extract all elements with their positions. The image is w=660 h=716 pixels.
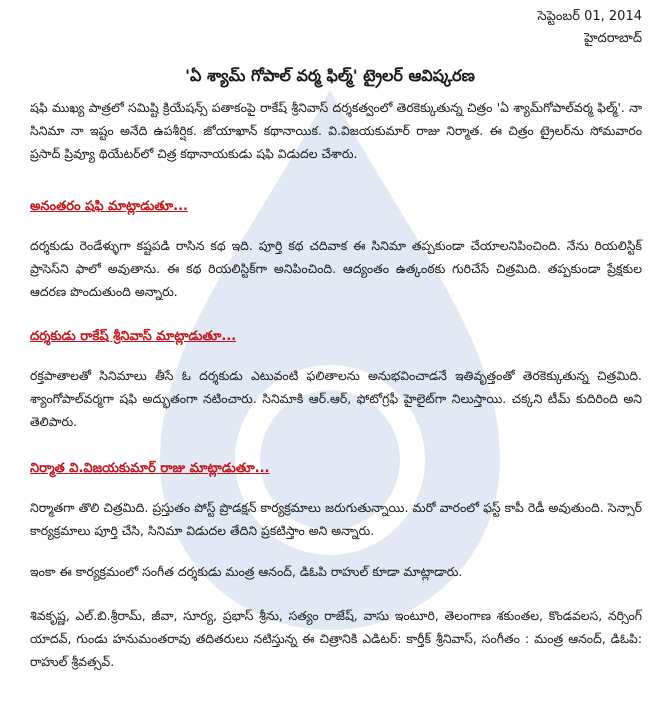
paragraph-intro: షఫి ముఖ్య పాత్రలో సమిష్టి క్రియేషన్స్ పతాకంపై రాకేష్ శ్రీనివాస్ దర్శకత్వంలో తెరకెక్కుతున్న చిత్రం 'ఏ శ్యామ్‌గోపాల్‌వర్మ ఫిల్మ్'. నా సినిమా నా ఇష్టం అనేది ఉపశీర్షిక. జోయాఖాన్ కథానాయిక. వి.విజయకుమార్ రాజు నిర్మాత. ఈ చిత్రం ట్రైలర్‌ను సోమవారం ప్రసాద్ ప్రివ్యూ థియేటర్‌లో చిత్ర కథానాయకుడు షఫి విడుదల చేశారు. — [30, 100, 642, 161]
article-headline: 'ఏ శ్యామ్ గోపాల్ వర్మ ఫిల్మ్' ట్రైలర్ ఆవిష్కరణ — [185, 66, 475, 85]
release-date: సెప్టెంబర్ 01, 2014 — [537, 9, 642, 24]
paragraph-director-quote: రక్తపాతాలతో సినిమాలు తీసే ఓ దర్శకుడు ఎటువంటి ఫలితాలను అనుభవించాడనే ఇతివృత్తంతో తెరకెక్కుతున్న చిత్రమిది. శ్యాంగోపాల్‌వర్మగా షఫి అద్భుతంగా నటించారు. సినిమాకి ఆర్.ఆర్, ఫోటోగ్రఫీ హైలైట్‌గా నిలుస్తాయి. చక్కని టీమ్ కుదిరింది అని తెలిపారు. — [30, 368, 642, 429]
paragraph-cast-crew: శివకృష్ణ, ఎల్.బి.శ్రీరామ్, జీవా, సూర్య, ప్రభాస్ శ్రీను, సత్యం రాజేష్, వాసు ఇంటూరి, తెలంగాణ శకుంతల, కొండవలస, నర్సింగ్ యాదవ్, గుండు హనుమంతరావు తదితరులు నటిస్తున్న ఈ చిత్రానికి ఎడిటర్: కార్తీక్ శ్రీనివాస్, సంగీతం : మంత్ర ఆనంద్, డిఓపి: రాహుల్ శ్రీవత్సవ్. — [30, 608, 642, 669]
subheading-producer: నిర్మాత వి.విజయకుమార్ రాజు మాట్లాడుతూ... — [30, 461, 270, 476]
subheading-director: దర్శకుడు రాకేష్ శ్రీనివాస్ మాట్లాడుతూ... — [30, 329, 237, 344]
release-place: హైదరాబాద్ — [584, 31, 642, 46]
paragraph-shafi-quote: దర్శకుడు రెండేళ్ళుగా కష్టపడి రాసిన కథ ఇది. పూర్తి కథ చదివాక ఈ సినిమా తప్పకుండా చేయాలనిపించింది. నేను రియలిస్టిక్ ప్రాసెస్‌ని ఫాలో అవుతాను. ఈ కథ రియలిస్టిక్‌గా అనిపించింది. ఆద్యంతం ఉత్కంఠకు గురిచేసే చిత్రమిది. తప్పకుండా ప్రేక్షకుల ఆదరణ పొందుతుంది అన్నారు. — [30, 238, 642, 299]
subheading-shafi: అనంతరం షఫి మాట్లాడుతూ... — [30, 199, 188, 214]
paragraph-event-speakers: ఇంకా ఈ కార్యక్రమంలో సంగీత దర్శకుడు మంత్ర ఆనంద్, డిఓపి రాహుల్ కూడా మాట్లాడారు. — [30, 564, 463, 579]
dateline — [538, 6, 642, 50]
paragraph-producer-quote: నిర్మాతగా తొలి చిత్రమిది. ప్రస్తుతం పోస్ట్ ప్రొడక్షన్ కార్యక్రమాలు జరుగుతున్నాయి. మరో వారంలో ఫస్ట్ కాపీ రెడీ అవుతుంది. సెన్సార్ కార్యక్రమాలు పూర్తి చేసి, సినిమా విడుదల తేదిని ప్రకటిస్తాం అని అన్నారు. — [30, 500, 642, 538]
